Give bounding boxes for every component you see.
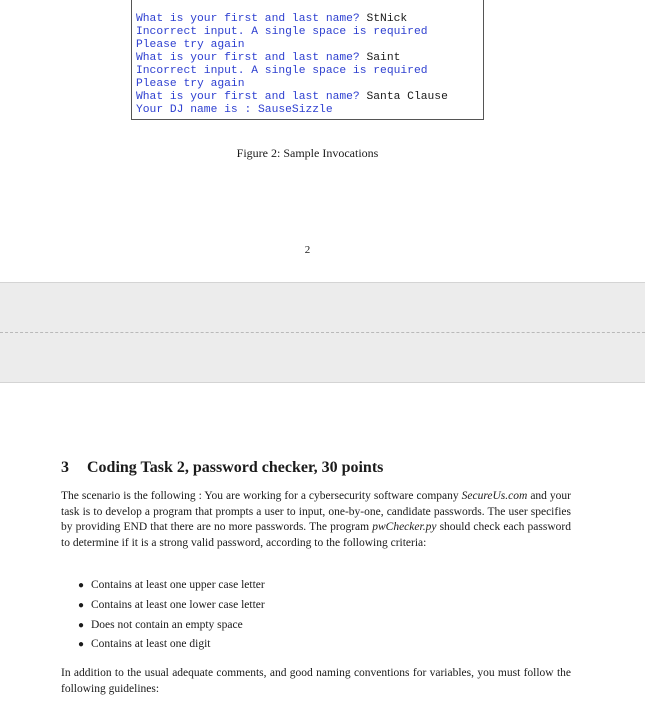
page-break-divider — [0, 332, 645, 333]
document-page-bottom — [0, 383, 645, 702]
terminal-line: Incorrect input. A single space is required — [136, 65, 428, 77]
section-heading — [61, 459, 383, 477]
list-item: ● Contains at least one lower case letter — [78, 598, 265, 611]
bullet-icon: ● — [78, 599, 85, 611]
section-number: 3 — [61, 459, 69, 476]
list-item: ● Does not contain an empty space — [78, 618, 243, 631]
list-item: ● Contains at least one digit — [78, 638, 211, 651]
intro-paragraph: The scenario is the following : You are working for a cybersecurity software company SecureUs.com and your task is to develop a program that prompts a user to input, one-by-one, candidate passwords. The user specifies by providing END that there are no more passwords. The program pwChecker.py should check each password to determine if it is a strong valid password, according to the following criteria: — [61, 490, 571, 549]
bullet-icon: ● — [78, 580, 85, 591]
bullet-icon: ● — [78, 619, 85, 631]
sample-invocation-terminal — [131, 0, 484, 120]
bullet-icon: ● — [78, 639, 85, 651]
list-item: ● Contains at least one upper case letter — [78, 579, 265, 591]
terminal-line: Please try again — [136, 39, 245, 51]
company-name: SecureUs.com — [461, 490, 528, 502]
terminal-line: Your DJ name is : SauseSizzle — [136, 104, 333, 116]
closing-paragraph: In addition to the usual adequate comments, and good naming conventions for variables, you must follow the following guidelines: — [61, 667, 571, 695]
terminal-line: Incorrect input. A single space is required — [136, 26, 428, 38]
terminal-line: Please try again — [136, 78, 245, 90]
criteria-list — [78, 579, 265, 658]
section-title: Coding Task 2, password checker, 30 points — [87, 459, 384, 476]
terminal-line: What is your first and last name? Saint — [136, 52, 401, 64]
page-gap — [0, 282, 645, 383]
terminal-line: What is your first and last name? Santa Clause — [136, 91, 448, 103]
figure-caption: Figure 2: Sample Invocations — [236, 146, 379, 160]
page-number: 2 — [304, 244, 311, 256]
terminal-line: What is your first and last name? StNick — [136, 13, 408, 25]
document-page-top — [0, 0, 645, 282]
program-name: pwChecker.py — [372, 521, 437, 533]
